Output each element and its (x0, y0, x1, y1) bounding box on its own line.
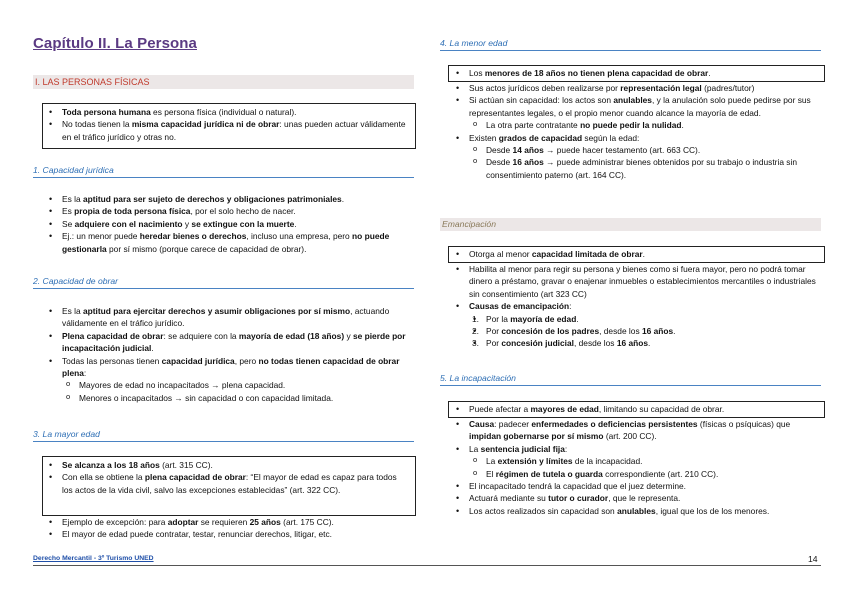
menor-edad-boxed-list (452, 67, 820, 79)
list-item: • Causas de emancipación: • 1. Por la mayoría de edad. • 2. Por concesión de los padres, desde los 16 años. • 3. Por concesión judicial, desde los 16 años. (452, 300, 822, 350)
sub-list (62, 379, 415, 404)
list-item: • Sus actos jurídicos deben realizarse por representación legal (padres/tutor) (452, 82, 822, 94)
incapacitacion-list (452, 418, 822, 517)
emancipacion-title: Emancipación (440, 218, 821, 231)
subsection-rule (440, 50, 821, 51)
numbered-list (469, 313, 822, 350)
list-item: • Se alcanza a los 18 años (art. 315 CC). (45, 459, 407, 471)
list-item: • Se adquiere con el nacimiento y se extingue con la muerte. (45, 218, 413, 230)
emancipacion-boxed-list (452, 248, 820, 260)
subsection-title: 2. Capacidad de obrar (33, 276, 119, 286)
list-item: • Puede afectar a mayores de edad, limitando su capacidad de obrar. (452, 403, 820, 415)
list-item: • Ejemplo de excepción: para adoptar se requieren 25 años (art. 175 CC). (45, 516, 413, 528)
list-item: • Es la aptitud para ejercitar derechos y asumir obligaciones por sí mismo, actuando válidamente en el tráfico jurídico. (45, 305, 415, 330)
capacidad-juridica-list (45, 193, 413, 255)
section-title: I. LAS PERSONAS FÍSICAS (33, 75, 414, 89)
list-item: • No todas tienen la misma capacidad jurídica ni de obrar: unas pueden actuar válidamente en el tráfico jurídico y otras no. (45, 118, 407, 143)
subsection-title: 4. La menor edad (440, 38, 508, 48)
sub-list-item: o Menores o incapacitados → sin capacidad o con capacidad limitada. (62, 392, 415, 404)
sub-list-item: o La extensión y límites de la incapacidad. (469, 455, 822, 467)
sub-list (469, 119, 822, 131)
sub-list-item: o El régimen de tutela o guarda correspondiente (art. 210 CC). (469, 468, 822, 480)
list-item: • El incapacitado tendrá la capacidad que el juez determine. (452, 480, 822, 492)
list-item: • Plena capacidad de obrar: se adquiere con la mayoría de edad (18 años) y se pierde por incapacitación judicial. (45, 330, 415, 355)
list-item: • Es propia de toda persona física, por el solo hecho de nacer. (45, 205, 413, 217)
list-item: • Con ella se obtiene la plena capacidad de obrar: “El mayor de edad es capaz para todos los actos de la vida civil, salvo las excepciones establecidas” (art. 322 CC). (45, 471, 407, 496)
subsection-rule (33, 177, 414, 178)
page-number: 14 (808, 554, 818, 564)
chapter-title: Capítulo II. La Persona (33, 35, 197, 52)
sub-list-item: o La otra parte contratante no puede pedir la nulidad. (469, 119, 822, 131)
list-item: • Causa: padecer enfermedades o deficiencias persistentes (físicas o psíquicas) que impidan gobernarse por sí mismo (art. 200 CC). (452, 418, 822, 443)
intro-list (45, 106, 407, 143)
menor-edad-list (452, 82, 822, 181)
subsection-rule (440, 385, 821, 386)
numbered-item: • 1. Por la mayoría de edad. (469, 313, 822, 325)
list-item: • Todas las personas tienen capacidad jurídica, pero no todas tienen capacidad de obrar plena: o Mayores de edad no incapacitados → plena capacidad. o Menores o incapacitados → sin capacidad o con capacidad limitada. (45, 355, 415, 405)
list-item: • Habilita al menor para regir su persona y bienes como si fuera mayor, pero no podrá tomar dinero a préstamo, gravar o enajenar inmuebles o establecimientos mercantiles o industriales sin consentimiento (art 323 CC) (452, 263, 822, 300)
capacidad-obrar-list (45, 305, 415, 404)
sub-list (469, 455, 822, 480)
list-item: • Toda persona humana es persona física (individual o natural). (45, 106, 407, 118)
list-item: • Es la aptitud para ser sujeto de derechos y obligaciones patrimoniales. (45, 193, 413, 205)
list-item: • Si actúan sin capacidad: los actos son anulables, y la anulación solo puede pedirse por sus representantes legales, o el propio menor cuando alcance la mayoría de edad. o La otra parte contratante no puede pedir la nulidad. (452, 94, 822, 131)
sub-list (469, 144, 822, 181)
subsection-rule (33, 288, 414, 289)
sub-list-item: o Mayores de edad no incapacitados → plena capacidad. (62, 379, 415, 391)
list-item: • La sentencia judicial fija: o La extensión y límites de la incapacidad. o El régimen de tutela o guarda correspondiente (art. 210 CC). (452, 443, 822, 480)
list-item: • El mayor de edad puede contratar, testar, renunciar derechos, litigar, etc. (45, 528, 413, 540)
numbered-item: • 3. Por concesión judicial, desde los 16 años. (469, 337, 822, 349)
mayor-edad-boxed-list (45, 459, 407, 496)
list-item: • Los actos realizados sin capacidad son anulables, igual que los de los menores. (452, 505, 822, 517)
subsection-title: 1. Capacidad jurídica (33, 165, 114, 175)
sub-list-item: o Desde 14 años → puede hacer testamento (art. 663 CC). (469, 144, 822, 156)
mayor-edad-list (45, 516, 413, 541)
footer-course-link[interactable]: Derecho Mercantil - 3º Turismo UNED (33, 555, 154, 562)
subsection-rule (33, 441, 414, 442)
numbered-item: • 2. Por concesión de los padres, desde los 16 años. (469, 325, 822, 337)
incapacitacion-boxed-list (452, 403, 820, 415)
subsection-title: 3. La mayor edad (33, 429, 100, 439)
list-item: • Otorga al menor capacidad limitada de obrar. (452, 248, 820, 260)
list-item: • Ej.: un menor puede heredar bienes o derechos, incluso una empresa, pero no puede gestionarla por sí mismo (porque carece de capacidad de obrar). (45, 230, 413, 255)
list-item: • Los menores de 18 años no tienen plena capacidad de obrar. (452, 67, 820, 79)
list-item: • Existen grados de capacidad según la edad: o Desde 14 años → puede hacer testamento (art. 663 CC). o Desde 16 años → puede administrar bienes obtenidos por su trabajo o industria sin consentimiento paterno (art. 164 CC). (452, 132, 822, 182)
footer-rule (33, 565, 821, 566)
subsection-title: 5. La incapacitación (440, 373, 516, 383)
list-item: • Actuará mediante su tutor o curador, que le representa. (452, 492, 822, 504)
emancipacion-list (452, 263, 822, 350)
sub-list-item: o Desde 16 años → puede administrar bienes obtenidos por su trabajo o industria sin consentimiento paterno (art. 164 CC). (469, 156, 822, 181)
